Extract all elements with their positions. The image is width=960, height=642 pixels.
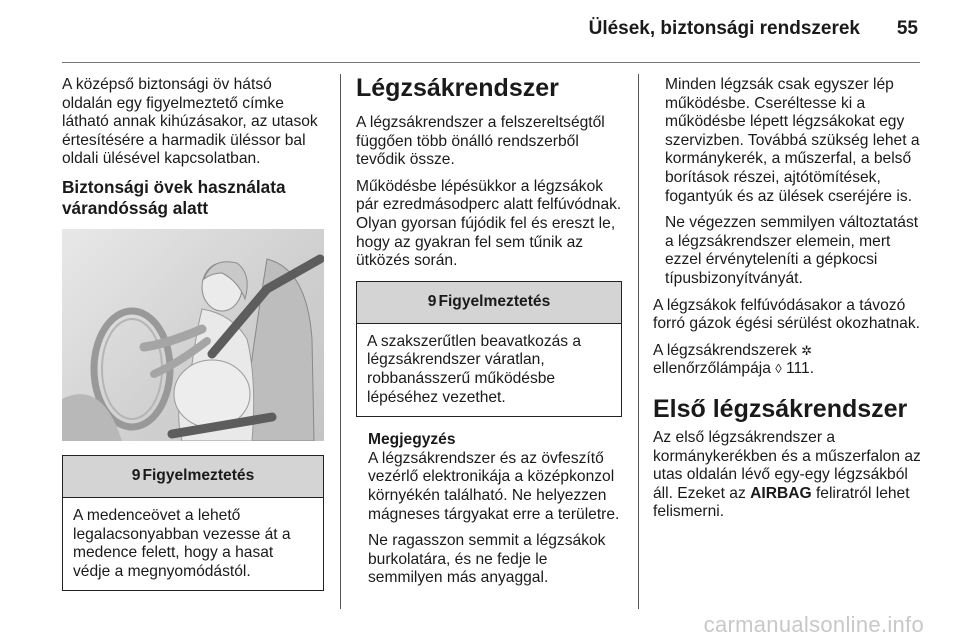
page-number: 55 [896, 18, 918, 39]
front-airbag-paragraph [653, 429, 921, 522]
airbag-heading: Légzsákrendszer [356, 74, 559, 102]
warning-box-tampering [356, 281, 622, 417]
page-reference-icon: ◊ [775, 361, 782, 377]
header-rule [62, 62, 920, 63]
warning-header [357, 282, 621, 324]
pregnant-driver-illustration [62, 229, 324, 441]
pregnant-driver-seatbelt-illustration-icon [62, 229, 324, 441]
front-text-after: feliratról lehet felismerni. [653, 484, 910, 521]
column-left [62, 76, 324, 591]
airbag-warning-lamp-icon: ✲ [801, 342, 813, 358]
burn-warning-paragraph: A légzsákok felfúvódásakor a távozó forró gázok égési sérülést okozhatnak. [653, 296, 920, 333]
header-title: Ülések, biztonsági rendszerek [588, 18, 860, 39]
pregnancy-subheading: Biztonsági övek használata várandósság alatt [62, 176, 286, 218]
airbag-label-text: AIRBAG [750, 484, 812, 502]
watermark: carmanualsonline.info [703, 612, 924, 637]
page-reference-link[interactable]: 111. [786, 360, 815, 378]
warning-icon: 9 [131, 467, 141, 485]
note-paragraph-2: Ne ragasszon semmit a légzsákok burkolatára, és ne fedje le semmilyen más anyaggal. [368, 532, 606, 587]
warning-body: A szakszerűtlen beavatkozás a légzsákrendszer váratlan, robbanásszerű működésbe lépéséhez vezethet. [367, 332, 582, 406]
note-continuation [665, 76, 921, 289]
intro-paragraph: A középső biztonsági öv hátsó oldalán egy figyelmeztető címke látható annak kihúzásakor, az utasok értesítésére a harmadik üléssor bal oldali ülésével kapcsolatban. [62, 76, 318, 168]
column-divider-1 [340, 74, 341, 609]
lamp-text-before: A légzsákrendszerek [653, 341, 797, 359]
warning-title: Figyelmeztetés [142, 467, 255, 485]
note-label: Megjegyzés [368, 431, 456, 449]
front-airbag-heading: Első légzsákrendszer [653, 394, 908, 423]
warning-icon: 9 [427, 292, 437, 310]
note-block [368, 431, 622, 588]
warning-body: A medenceövet a lehető legalacsonyabban vezesse át a medence felett, hogy a hasat védje a megnyomódástól. [73, 506, 291, 580]
note-paragraph-4: Ne végezzen semmilyen változtatást a légzsákrendszer elemein, mert ezzel érvényteleníti a gépkocsi típusbizonyítványát. [665, 214, 919, 287]
warning-title: Figyelmeztetés [438, 292, 551, 310]
column-right [653, 76, 921, 530]
note-paragraph-1: A légzsákrendszer és az övfeszítő vezérlő elektronikája a középkonzol környékén található. Ne helyezzen mágneses tárgyakat erre a területre. [368, 449, 620, 523]
warning-lamp-paragraph [653, 342, 921, 379]
note-paragraph-3: Minden légzsák csak egyszer lép működésbe. Cseréltesse ki a működésbe lépett légzsákokat egy szervizben. Továbbá szükség lehet a kormánykerék, a műszerfal, a belső borítások részei, ajtótömítések, fogantyúk és az ülések cseréjére is. [665, 76, 920, 205]
warning-box-lap-belt [62, 455, 324, 591]
airbag-paragraph-2: Működésbe lépésükkor a légzsákok pár ezredmásodperc alatt felfúvódnak. Olyan gyorsan fújódik fel és ereszt le, hogy az gyakran fel sem tűnik az ütközés során. [356, 177, 622, 270]
column-middle [356, 76, 622, 596]
front-text-before: Az első légzsákrendszer a kormánykerékben és a műszerfalon az utas oldalán lévő egy-egy légzsákból áll. Ezeket az [653, 428, 921, 502]
lamp-text-after: ellenőrzőlámpája [653, 360, 771, 378]
column-divider-2 [638, 74, 639, 609]
airbag-paragraph-1: A légzsákrendszer a felszereltségtől függően több önálló rendszerből tevődik össze. [356, 114, 605, 169]
warning-header [63, 456, 323, 498]
